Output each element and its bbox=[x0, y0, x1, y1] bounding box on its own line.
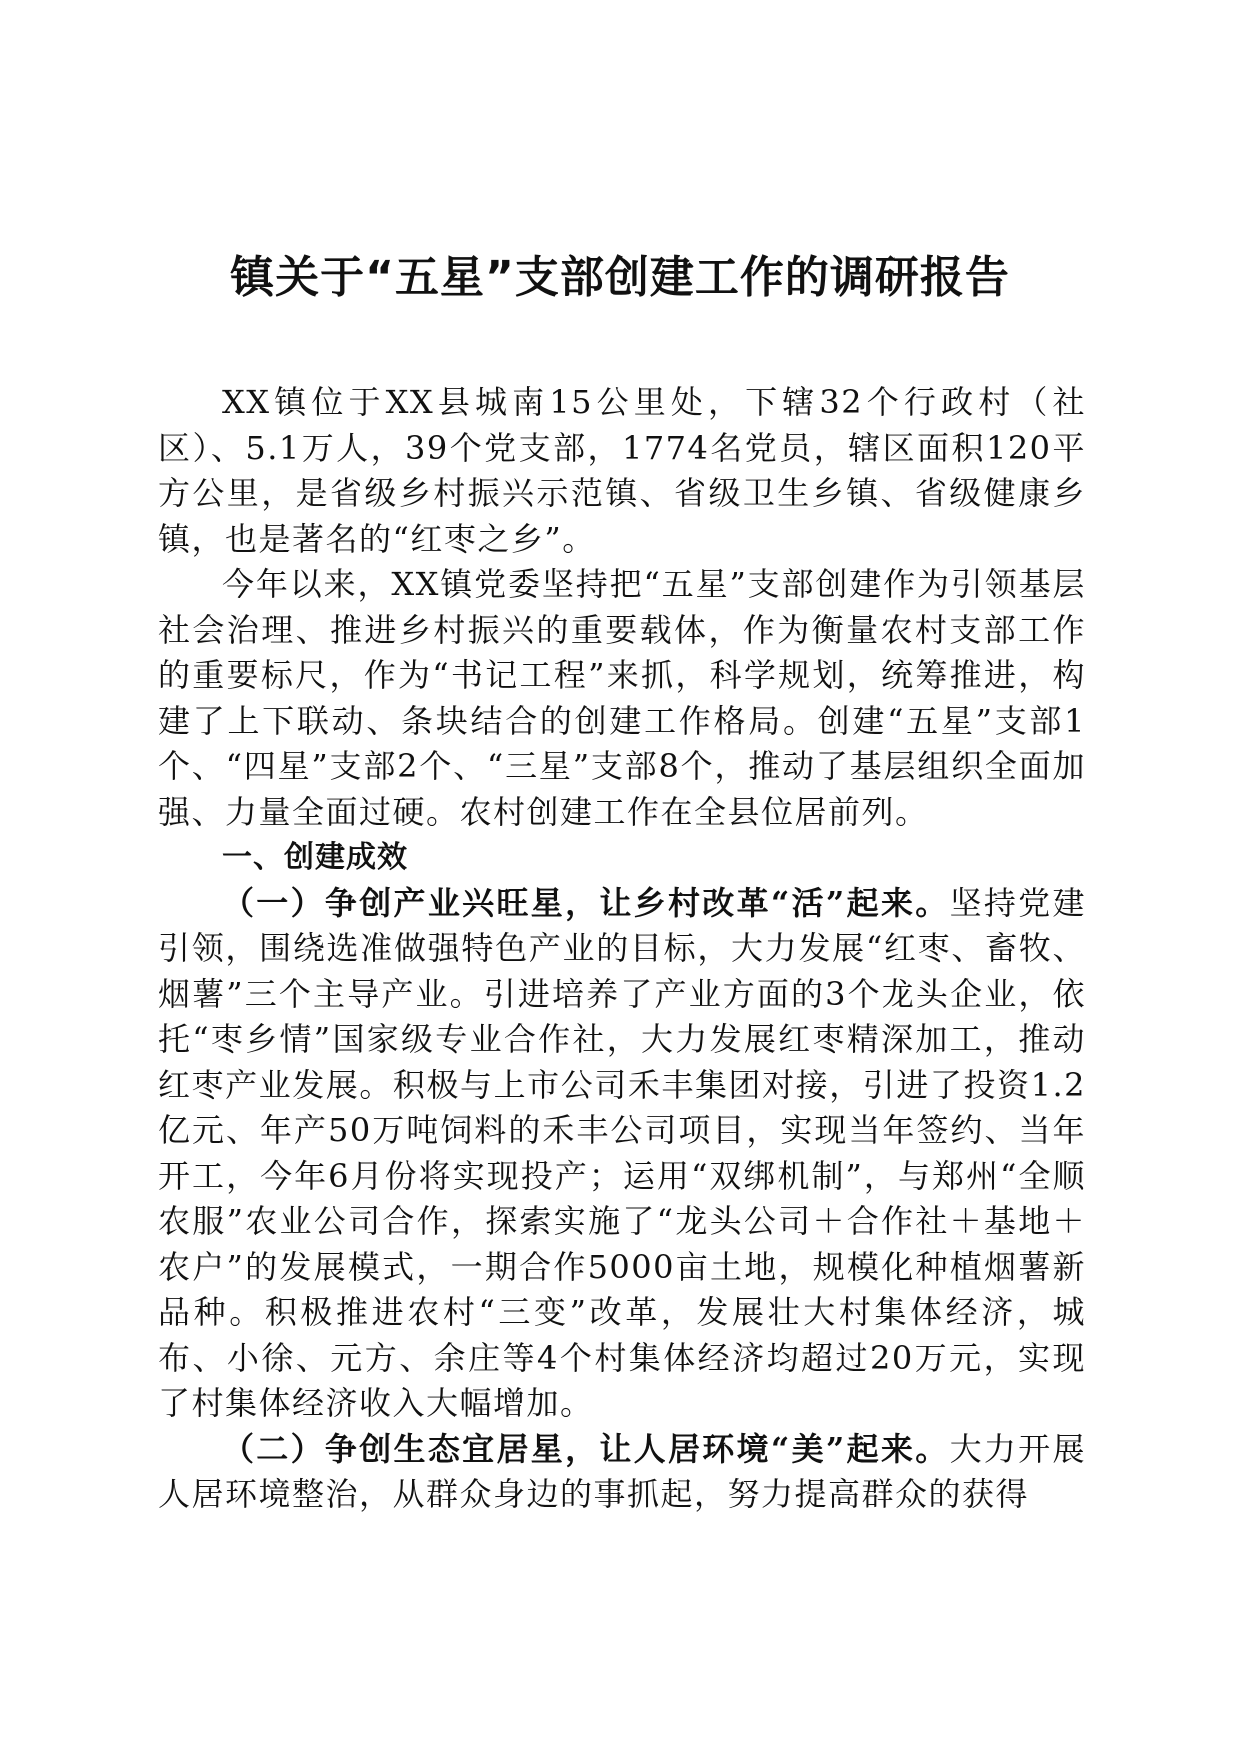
ecology-body-text: 大力开展人居环境整治，从群众身边的事抓起，努力提高群众的获得 bbox=[158, 1429, 1086, 1513]
industry-lead-sentence: （一）争创产业兴旺星，让乡村改革“活”起来。 bbox=[222, 883, 950, 922]
ecology-lead-sentence: （二）争创生态宜居星，让人居环境“美”起来。 bbox=[222, 1429, 950, 1468]
document-title: 镇关于“五星”支部创建工作的调研报告 bbox=[230, 252, 1010, 303]
document-body bbox=[158, 380, 1086, 1518]
industry-paragraph bbox=[158, 881, 1086, 1427]
overview-paragraph: 今年以来，XX镇党委坚持把“五星”支部创建作为引领基层社会治理、推进乡村振兴的重要载体，作为衡量农村支部工作的重要标尺，作为“书记工程”来抓，科学规划，统筹推进，构建了上下联动、条块结合的创建工作格局。创建“五星”支部1个、“四星”支部2个、“三星”支部8个，推动了基层组织全面加强、力量全面过硬。农村创建工作在全县位居前列。 bbox=[158, 565, 1086, 831]
section-heading: 一、创建成效 bbox=[222, 840, 408, 875]
ecology-paragraph bbox=[158, 1427, 1086, 1518]
intro-paragraph: XX镇位于XX县城南15公里处，下辖32个行政村（社区）、5.1万人，39个党支部，1774名党员，辖区面积120平方公里，是省级乡村振兴示范镇、省级卫生乡镇、省级健康乡镇，也是著名的“红枣之乡”。 bbox=[158, 383, 1086, 558]
industry-body-text: 坚持党建引领，围绕选准做强特色产业的目标，大力发展“红枣、畜牧、烟薯”三个主导产业。引进培养了产业方面的3个龙头企业，依托“枣乡情”国家级专业合作社，大力发展红枣精深加工，推动红枣产业发展。积极与上市公司禾丰集团对接，引进了投资1.2亿元、年产50万吨饲料的禾丰公司项目，实现当年签约、当年开工，今年6月份将实现投产；运用“双绑机制”，与郑州“全顺农服”农业公司合作，探索实施了“龙头公司＋合作社＋基地＋农户”的发展模式，一期合作5000亩土地，规模化种植烟薯新品种。积极推进农村“三变”改革，发展壮大村集体经济，城布、小徐、元方、余庄等4个村集体经济均超过20万元，实现了村集体经济收入大幅增加。 bbox=[158, 883, 1086, 1422]
